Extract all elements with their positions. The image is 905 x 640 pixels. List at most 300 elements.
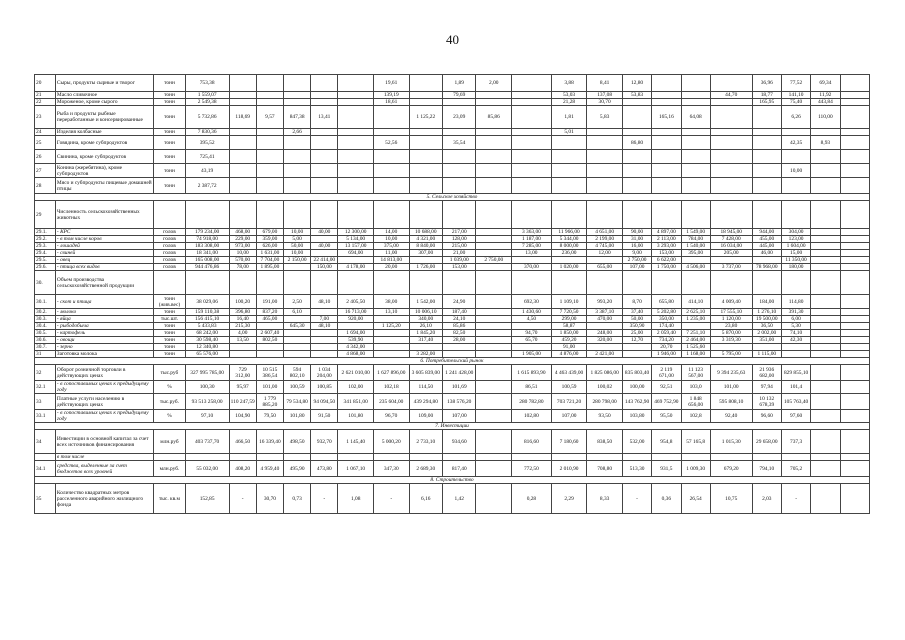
value-cell: 835 803,40 (622, 365, 651, 381)
value-cell: 19 500,00 (752, 316, 781, 323)
value-cell: 191,00 (256, 295, 283, 309)
value-cell (811, 257, 840, 264)
value-cell: 2 405,50 (338, 295, 374, 309)
value-cell: 235 604,00 (373, 394, 409, 410)
value-cell: 4 876,00 (551, 351, 587, 358)
value-cell (781, 150, 810, 164)
value-cell (476, 178, 512, 194)
value-cell: 102,00 (338, 381, 374, 394)
value-cell: 708,80 (587, 461, 623, 477)
value-cell: 5 000,20 (373, 430, 409, 454)
value-cell (512, 106, 552, 129)
value-cell: 22 414,00 (311, 257, 338, 264)
value-cell (338, 136, 374, 150)
value-cell (311, 271, 338, 295)
value-cell: 64,08 (681, 106, 710, 129)
value-cell: 215,00 (443, 243, 476, 250)
value-cell: 0,28 (512, 484, 552, 514)
value-cell: 679,00 (256, 229, 283, 236)
value-cell: 11 123 567,00 (681, 365, 710, 381)
value-cell: 1 848 656,00 (681, 394, 710, 410)
value-cell: 8 000,00 (551, 243, 587, 250)
value-cell (840, 381, 869, 394)
table-row (35, 337, 870, 344)
value-cell: 11,00 (373, 250, 409, 257)
value-cell: 4 868,00 (338, 351, 374, 358)
value-cell: 1 020,00 (551, 264, 587, 271)
value-cell: 1 525,60 (681, 344, 710, 351)
value-cell (284, 316, 311, 323)
value-cell: 473,80 (311, 461, 338, 477)
value-cell (681, 75, 710, 92)
value-cell: 46,00 (752, 250, 781, 257)
value-cell: 103,0 (681, 381, 710, 394)
value-cell: - (229, 484, 256, 514)
value-cell: 97,10 (185, 410, 229, 423)
value-cell: 1 067,10 (338, 461, 374, 477)
value-cell (840, 394, 869, 410)
value-cell (512, 75, 552, 92)
value-cell: 90,00 (622, 229, 651, 236)
value-cell (409, 92, 442, 99)
statistics-table (34, 74, 870, 514)
value-cell: 2,29 (551, 484, 587, 514)
value-cell (781, 344, 810, 351)
row-number: 30.1. (35, 295, 56, 309)
value-cell (652, 150, 681, 164)
value-cell: 6 622,00 (652, 257, 681, 264)
value-cell: 2 621 010,00 (338, 365, 374, 381)
value-cell: 1 559,07 (185, 92, 229, 99)
value-cell: 12,00 (587, 250, 623, 257)
value-cell: 50,00 (622, 316, 651, 323)
value-cell (781, 271, 810, 295)
value-cell: 17 555,10 (710, 309, 752, 316)
value-cell (840, 229, 869, 236)
value-cell (373, 164, 409, 178)
value-cell: 8 840,00 (409, 243, 442, 250)
value-cell: 77,52 (781, 75, 810, 92)
value-cell (311, 150, 338, 164)
value-cell: 4 178,00 (338, 264, 374, 271)
value-cell: 38,00 (373, 295, 409, 309)
row-number: 30.5. (35, 330, 56, 337)
value-cell (811, 243, 840, 250)
value-cell: 4 506,00 (681, 264, 710, 271)
value-cell: 180,00 (781, 264, 810, 271)
indicator-name: Рыба и продукты рыбные переработанные и консервированные (55, 106, 153, 129)
table-row (35, 106, 870, 129)
value-cell (811, 236, 840, 243)
value-cell: 466,50 (229, 430, 256, 454)
value-cell: 2,50 (284, 295, 311, 309)
indicator-name: Изделия колбасные (55, 129, 153, 136)
table-row (35, 136, 870, 150)
value-cell (840, 129, 869, 136)
value-cell: 351,00 (752, 337, 781, 344)
value-cell: 645,30 (284, 323, 311, 330)
value-cell (587, 323, 623, 330)
value-cell (781, 454, 810, 461)
value-cell (811, 461, 840, 477)
value-cell: 5 134,00 (338, 236, 374, 243)
value-cell: 100,00 (622, 381, 651, 394)
value-cell: 304,00 (781, 229, 810, 236)
value-cell (781, 351, 810, 358)
value-cell (476, 150, 512, 164)
value-cell: 79 534,80 (284, 394, 311, 410)
value-cell (284, 454, 311, 461)
value-cell (752, 136, 781, 150)
value-cell (681, 92, 710, 99)
value-cell (652, 92, 681, 99)
value-cell: 19,61 (373, 75, 409, 92)
value-cell: 2,66 (284, 129, 311, 136)
value-cell: 86,80 (622, 136, 651, 150)
value-cell: 8,70 (622, 295, 651, 309)
value-cell: 103,80 (622, 410, 651, 423)
value-cell (284, 330, 311, 337)
value-cell: 1 850,00 (551, 330, 587, 337)
value-cell (256, 323, 283, 330)
value-cell: 217,00 (443, 229, 476, 236)
value-cell (622, 106, 651, 129)
value-cell (811, 323, 840, 330)
value-cell (443, 271, 476, 295)
value-cell (710, 99, 752, 106)
value-cell (811, 295, 840, 309)
value-cell (443, 150, 476, 164)
value-cell (622, 351, 651, 358)
value-cell: 30,70 (587, 99, 623, 106)
value-cell: 1 694,00 (338, 330, 374, 337)
value-cell: 1 115,00 (752, 351, 781, 358)
value-cell (710, 129, 752, 136)
value-cell: 1 615 893,90 (512, 365, 552, 381)
value-cell (681, 323, 710, 330)
value-cell: 1 187,00 (512, 236, 552, 243)
value-cell: 174,40 (652, 323, 681, 330)
value-cell: 816,60 (512, 430, 552, 454)
value-cell: 28,00 (443, 337, 476, 344)
indicator-name: Оборот розничной торговли в действующих ценах (55, 365, 153, 381)
unit-cell: тонн (154, 330, 185, 337)
value-cell: 85,86 (443, 323, 476, 330)
value-cell (409, 257, 442, 264)
value-cell: 1,81 (551, 106, 587, 129)
value-cell: 1 125,20 (373, 323, 409, 330)
value-cell: 13,50 (229, 337, 256, 344)
unit-cell: тонн (154, 309, 185, 316)
value-cell: 2 689,30 (409, 461, 442, 477)
value-cell (587, 257, 623, 264)
value-cell (311, 164, 338, 178)
value-cell: 468,00 (229, 229, 256, 236)
value-cell: 327 995 785,00 (185, 365, 229, 381)
value-cell: 95,50 (652, 410, 681, 423)
value-cell: 944,00 (752, 229, 781, 236)
indicator-name: Конина (жеребятина), кроме субпродуктов (55, 164, 153, 178)
value-cell (476, 323, 512, 330)
value-cell (229, 164, 256, 178)
value-cell: 4 009,40 (710, 295, 752, 309)
value-cell (476, 410, 512, 423)
value-cell (443, 164, 476, 178)
value-cell (373, 178, 409, 194)
unit-cell: тыс.руб (154, 365, 185, 381)
indicator-name: - в том числе коров (55, 236, 153, 243)
value-cell (185, 271, 229, 295)
value-cell: 53,03 (551, 92, 587, 99)
value-cell: 280 782,80 (512, 394, 552, 410)
value-cell: 141,10 (781, 92, 810, 99)
value-cell: 152,85 (185, 484, 229, 514)
table-row (35, 178, 870, 194)
value-cell (476, 316, 512, 323)
value-cell: 52,56 (373, 136, 409, 150)
value-cell (681, 178, 710, 194)
value-cell: 24,10 (443, 316, 476, 323)
value-cell (840, 236, 869, 243)
indicator-name: Объем производства сельскохозяйственной продукции (55, 271, 153, 295)
value-cell: 12 300,00 (338, 229, 374, 236)
value-cell: 79,69 (443, 92, 476, 99)
row-number: 29.3. (35, 243, 56, 250)
value-cell: 109,00 (409, 410, 442, 423)
value-cell (338, 178, 374, 194)
value-cell: 10 515 386,54 (256, 365, 283, 381)
value-cell: 5,30 (781, 323, 810, 330)
value-cell (284, 150, 311, 164)
value-cell: 16 339,40 (256, 430, 283, 454)
value-cell: 36,96 (752, 75, 781, 92)
value-cell: 1 779 885,20 (256, 394, 283, 410)
value-cell (710, 178, 752, 194)
unit-cell: тонн (154, 129, 185, 136)
value-cell (338, 92, 374, 99)
unit-cell: голов (154, 229, 185, 236)
value-cell: 2 549,38 (185, 99, 229, 106)
indicator-name: в том числе (55, 454, 153, 461)
value-cell (256, 178, 283, 194)
value-cell (710, 271, 752, 295)
value-cell (811, 330, 840, 337)
value-cell (338, 257, 374, 264)
value-cell (587, 271, 623, 295)
value-cell (710, 344, 752, 351)
value-cell (476, 271, 512, 295)
value-cell (840, 337, 869, 344)
value-cell (811, 229, 840, 236)
value-cell (752, 178, 781, 194)
value-cell: 2 464,00 (681, 337, 710, 344)
value-cell (681, 99, 710, 106)
value-cell: 100,59 (551, 381, 587, 394)
value-cell (476, 129, 512, 136)
value-cell: 725,41 (185, 150, 229, 164)
value-cell (311, 236, 338, 243)
value-cell: 692,30 (512, 295, 552, 309)
value-cell: 2 750,00 (476, 257, 512, 264)
value-cell: 138 576,20 (443, 394, 476, 410)
value-cell: 1 845,20 (409, 330, 442, 337)
value-cell: 595 808,10 (710, 394, 752, 410)
section-heading: 6. Потребительский рынок (35, 358, 870, 365)
value-cell (409, 164, 442, 178)
value-cell (256, 129, 283, 136)
value-cell (512, 150, 552, 164)
value-cell (256, 344, 283, 351)
value-cell: 439 294,80 (409, 394, 442, 410)
value-cell (551, 164, 587, 178)
section-row (35, 358, 870, 365)
value-cell: 1 750,00 (652, 264, 681, 271)
value-cell (338, 106, 374, 129)
value-cell (811, 344, 840, 351)
value-cell (587, 201, 623, 229)
value-cell: 934,60 (443, 430, 476, 454)
row-number: 25 (35, 136, 56, 150)
value-cell (587, 136, 623, 150)
value-cell: 403 737,70 (185, 430, 229, 454)
value-cell: 1 145,40 (338, 430, 374, 454)
value-cell (476, 337, 512, 344)
value-cell (256, 75, 283, 92)
value-cell: 679,20 (710, 461, 752, 477)
value-cell: 74,10 (781, 330, 810, 337)
row-number: 30.6. (35, 337, 56, 344)
value-cell (622, 129, 651, 136)
value-cell: 2 150,00 (284, 257, 311, 264)
value-cell (476, 309, 512, 316)
indicator-name: - свиней (55, 250, 153, 257)
value-cell: 179 234,00 (185, 229, 229, 236)
value-cell: 3 737,00 (710, 264, 752, 271)
value-cell: 16,00 (622, 243, 651, 250)
unit-cell: тонн (154, 92, 185, 99)
value-cell: 0,73 (284, 484, 311, 514)
value-cell: 78,00 (229, 264, 256, 271)
table-row (35, 309, 870, 316)
value-cell: 18 341,00 (185, 250, 229, 257)
value-cell: 137,08 (587, 92, 623, 99)
value-cell (840, 309, 869, 316)
value-cell: 6,16 (409, 484, 442, 514)
value-cell: 1 276,10 (752, 309, 781, 316)
value-cell: 9 394 235,63 (710, 365, 752, 381)
value-cell (652, 75, 681, 92)
table-row (35, 461, 870, 477)
value-cell: 2 199,00 (587, 236, 623, 243)
value-cell (409, 271, 442, 295)
value-cell: 37,40 (622, 309, 651, 316)
value-cell (622, 271, 651, 295)
value-cell: 75,40 (781, 99, 810, 106)
value-cell (311, 330, 338, 337)
value-cell (681, 136, 710, 150)
value-cell: 23,09 (443, 106, 476, 129)
indicator-name: - в сопоставимых ценах к предыдущему году (55, 410, 153, 423)
value-cell (840, 410, 869, 423)
value-cell: 570,00 (229, 257, 256, 264)
value-cell (311, 178, 338, 194)
value-cell (229, 454, 256, 461)
row-number: 22 (35, 99, 56, 106)
value-cell (373, 106, 409, 129)
value-cell: 93,50 (587, 410, 623, 423)
value-cell: 2 010,90 (551, 461, 587, 477)
value-cell (229, 178, 256, 194)
value-cell: 7 830,36 (185, 129, 229, 136)
indicator-name: Сыры, продукты сырные и творог (55, 75, 153, 92)
value-cell (710, 201, 752, 229)
value-cell: 91,00 (551, 344, 587, 351)
value-cell (710, 75, 752, 92)
value-cell: 408,20 (229, 461, 256, 477)
row-number: 20 (35, 75, 56, 92)
value-cell (373, 344, 409, 351)
value-cell (284, 201, 311, 229)
value-cell (311, 136, 338, 150)
value-cell: 4 463 439,00 (551, 365, 587, 381)
value-cell: - (373, 484, 409, 514)
value-cell: 25,00 (622, 330, 651, 337)
value-cell: 1 120,00 (710, 316, 752, 323)
value-cell (476, 136, 512, 150)
value-cell: 1 540,00 (681, 243, 710, 250)
value-cell: 24,90 (443, 295, 476, 309)
value-cell (587, 454, 623, 461)
value-cell: 10 006,10 (409, 309, 442, 316)
row-number: 33 (35, 394, 56, 410)
value-cell (652, 454, 681, 461)
value-cell (409, 178, 442, 194)
value-cell: 14,00 (373, 229, 409, 236)
value-cell: 10,75 (710, 484, 752, 514)
value-cell: 94,70 (512, 330, 552, 337)
value-cell (311, 337, 338, 344)
value-cell (840, 323, 869, 330)
value-cell (409, 454, 442, 461)
indicator-name: - КРС (55, 229, 153, 236)
unit-cell (154, 201, 185, 229)
value-cell (476, 344, 512, 351)
value-cell: 734,20 (652, 337, 681, 344)
value-cell (256, 136, 283, 150)
value-cell: 153,00 (443, 264, 476, 271)
value-cell: 29 658,00 (752, 430, 781, 454)
value-cell: 42,30 (781, 337, 810, 344)
value-cell: 1 009,30 (681, 461, 710, 477)
value-cell: 7 720,50 (551, 309, 587, 316)
unit-cell: тыс. кв.м (154, 484, 185, 514)
value-cell: 65,70 (512, 337, 552, 344)
row-number: 21 (35, 92, 56, 99)
unit-cell: тыс.руб. (154, 394, 185, 410)
value-cell (284, 99, 311, 106)
value-cell: 9,00 (622, 250, 651, 257)
row-number: 29.5. (35, 257, 56, 264)
section-heading: 8. Строительство (35, 477, 870, 484)
value-cell: 13,00 (512, 250, 552, 257)
value-cell (840, 365, 869, 381)
value-cell (811, 410, 840, 423)
value-cell: 10,00 (229, 250, 256, 257)
value-cell: 737,3 (781, 430, 810, 454)
row-number: 29.2. (35, 236, 56, 243)
value-cell (476, 484, 512, 514)
value-cell (512, 164, 552, 178)
